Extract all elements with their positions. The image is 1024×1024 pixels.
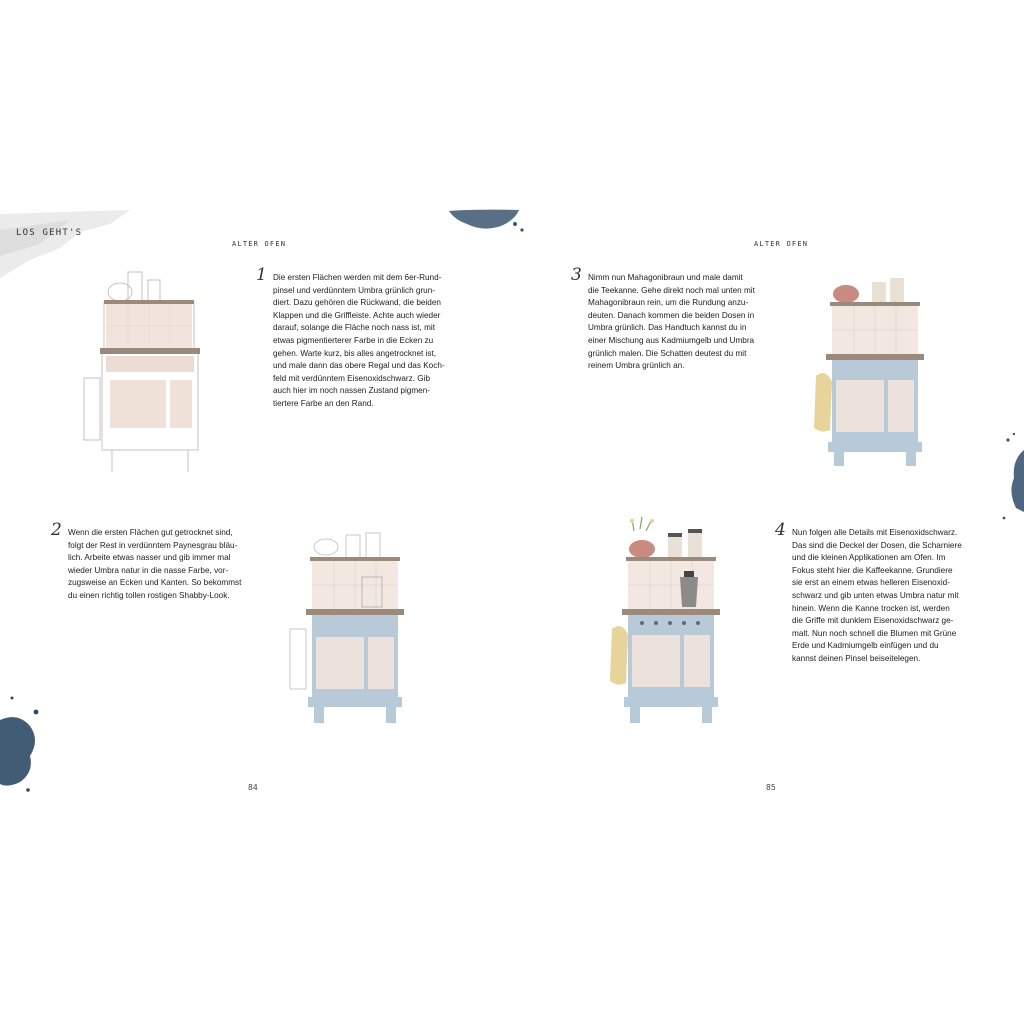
stove-illustration-step-1 — [76, 268, 206, 476]
stove-illustration-step-3 — [802, 272, 932, 468]
stove-illustration-step-4 — [598, 515, 728, 725]
step-number: 2 — [51, 520, 62, 540]
step-text: Die ersten Flächen werden mit dem 6er-Rund- pinsel und verdünntem Umbra grünlich grun- diert. Dazu gehören die Rückwand, die beiden Klappen und die Griffleiste. Achte auch wieder darauf, solange die Fläche noch nass ist, mit etwas pigmentierterer Farbe in die Ecken zu gehen. Warte kurz, bis alles angetrocknet ist, und male dann das obere Regal und das Koch- feld mit verdünntem Eisenoxidschwarz. Gib auch hier im noch nassen Zustand pigmen- tiertere Farbe an den Rand. — [273, 273, 445, 408]
step-text: Nun folgen alle Details mit Eisenoxidschwarz. Das sind die Deckel der Dosen, die Scharniere und die kleinen Applikationen am Ofen. Im Fokus steht hier die Kaffeekanne. Grundiere sie erst an einem etwas helleren Eisenoxid- schwarz und gib unten etwas Umbra natur mit hinein. Wenn die Kanne trocken ist, werden die Griffe mit dunklem Eisenoxidschwarz ge- malt. Nun noch schnell die Blumen mit Grüne Erde und Kadmiumgelb einfügen und du kannst deinen Pinsel beiseitelegen. — [792, 528, 962, 663]
ink-splash-right-decoration — [994, 430, 1024, 530]
ink-splash-top-decoration — [445, 208, 530, 236]
step-number: 4 — [775, 520, 786, 540]
step-text: Wenn die ersten Flächen gut getrocknet sind, folgt der Rest in verdünntem Paynesgrau bläu- lich. Arbeite etwas nasser und gib immer mal wieder Umbra natur in die nasse Farbe, vor- zugsweise an Ecken und Kanten. So bekommst du einen richtig tollen rostigen Shabby-Look. — [68, 528, 242, 600]
step-text: Nimm nun Mahagonibraun und male damit die Teekanne. Gehe direkt noch mal unten mit Mahagonibraun rein, um die Rundung anzu- deuten. Danach kommen die beiden Dosen in Umbra grünlich. Das Handtuch kannst du in einer Mischung aus Kadmiumgelb und Umbra grünlich malen. Die Schatten deutest du mit reinem Umbra grünlich an. — [588, 273, 755, 371]
left-page-header: ALTER OFEN — [232, 240, 287, 248]
section-tag: LOS GEHT'S — [16, 228, 83, 238]
step-number: 3 — [571, 265, 582, 285]
right-page-header: ALTER OFEN — [754, 240, 809, 248]
page-number-right: 85 — [766, 783, 776, 792]
step-2 — [51, 520, 258, 603]
step-3 — [571, 265, 778, 373]
step-1 — [256, 265, 463, 411]
page-number-left: 84 — [248, 783, 258, 792]
step-number: 1 — [256, 265, 267, 285]
ink-splash-bottom-left-decoration — [0, 690, 50, 800]
step-4 — [775, 520, 982, 666]
stove-illustration-step-2 — [282, 525, 412, 725]
